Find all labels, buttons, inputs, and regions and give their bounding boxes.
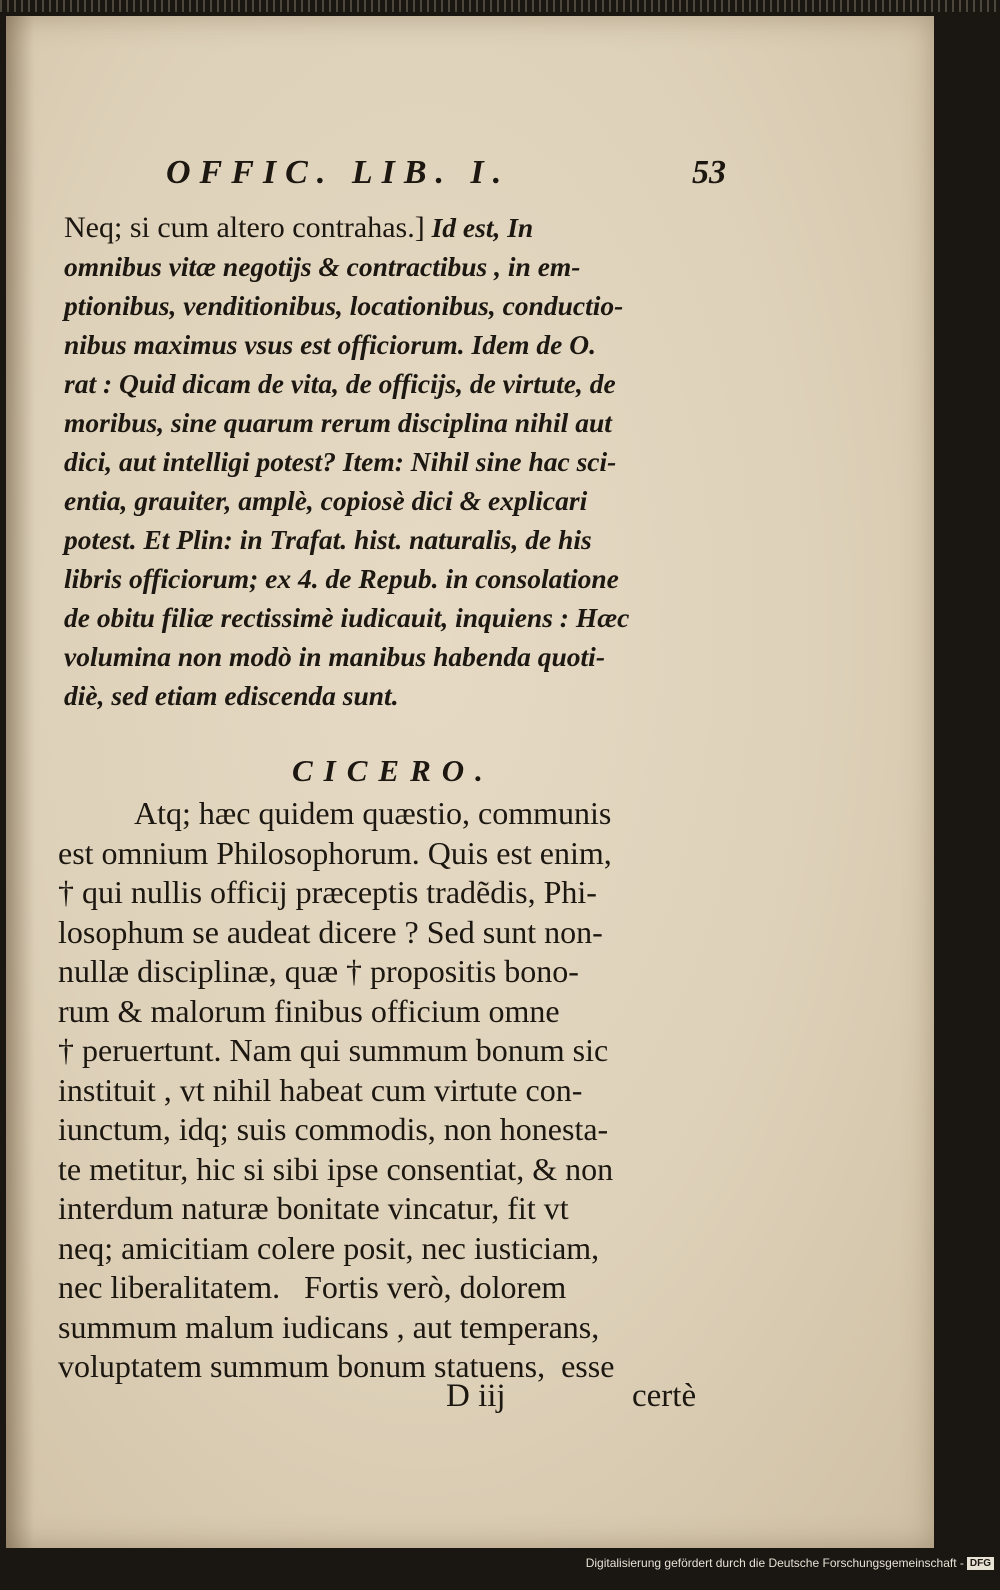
main-text-block bbox=[58, 794, 718, 1387]
commentary-line: entia, grauiter, amplè, copiosè dici & explicari bbox=[64, 485, 588, 516]
commentary-line: potest. Et Plin: in Trafat. hist. naturalis, de his bbox=[64, 524, 592, 555]
commentary-line-text: Id est, In bbox=[424, 212, 534, 243]
commentary-line: moribus, sine quarum rerum disciplina nihil aut bbox=[64, 407, 612, 438]
commentary-line: ptionibus, venditionibus, locationibus, conductio- bbox=[64, 290, 624, 321]
commentary-line: de obitu filiæ rectissimè iudicauit, inquiens : Hæc bbox=[64, 602, 630, 633]
text-line: losophum se audeat dicere ? Sed sunt non- bbox=[58, 913, 603, 950]
catchword: certè bbox=[632, 1378, 697, 1414]
text-line: te metitur, hic si sibi ipse consentiat, & non bbox=[58, 1150, 614, 1187]
text-line: voluptatem summum bonum statuens, esse bbox=[58, 1348, 615, 1384]
gutter-shadow bbox=[6, 16, 34, 1548]
catchline bbox=[6, 1378, 726, 1422]
commentary-line: rat : Quid dicam de vita, de officijs, de virtute, de bbox=[64, 368, 616, 399]
text-line: † qui nullis officij præceptis tradẽdis, Phi- bbox=[58, 874, 597, 910]
commentary-line: libris officiorum; ex 4. de Repub. in consolatione bbox=[64, 563, 619, 594]
text-line: rum & malorum finibus officium omne bbox=[58, 992, 560, 1029]
text-line: iunctum, idq; suis commodis, non honesta- bbox=[58, 1111, 609, 1147]
text-line: summum malum iudicans , aut temperans, bbox=[58, 1308, 600, 1345]
credit-text: Digitalisierung gefördert durch die Deutsche Forschungsgemeinschaft - bbox=[585, 1556, 964, 1570]
commentary-line: diè, sed etiam ediscenda sunt. bbox=[64, 680, 399, 711]
digitization-credit bbox=[586, 1556, 994, 1570]
signature-mark: D iij bbox=[446, 1378, 506, 1414]
section-heading: CICERO. bbox=[292, 753, 494, 788]
text-line: neq; amicitiam colere posit, nec iusticiam, bbox=[58, 1229, 600, 1266]
running-head-title: OFFIC. LIB. I. bbox=[166, 154, 511, 191]
text-line: † peruertunt. Nam qui summum bonum sic bbox=[58, 1032, 609, 1068]
text-line: Atq; hæc quidem quæstio, communis bbox=[134, 795, 612, 831]
commentary-line: nibus maximus vsus est officiorum. Idem de O. bbox=[64, 329, 596, 360]
dfg-logo: DFG bbox=[967, 1557, 994, 1570]
text-line: nec liberalitatem. Fortis verò, dolorem bbox=[58, 1269, 567, 1305]
commentary-block bbox=[64, 208, 724, 715]
book-page bbox=[6, 16, 934, 1548]
page-number: 53 bbox=[692, 154, 726, 191]
commentary-line: omnibus vitæ negotijs & contractibus , in em- bbox=[64, 251, 581, 282]
commentary-line: dici, aut intelligi potest? Item: Nihil sine hac sci- bbox=[64, 446, 617, 477]
commentary-line bbox=[64, 208, 724, 247]
commentary-line: volumina non modò in manibus habenda quoti- bbox=[64, 641, 605, 672]
text-line: est omnium Philosophorum. Quis est enim, bbox=[58, 834, 612, 871]
text-line: interdum naturæ bonitate vincatur, fit vt bbox=[58, 1190, 569, 1226]
text-line: nullæ disciplinæ, quæ † propositis bono- bbox=[58, 953, 579, 989]
commentary-lemma: Neq; si cum altero contrahas.] bbox=[64, 211, 425, 244]
text-line: instituit , vt nihil habeat cum virtute con- bbox=[58, 1071, 583, 1108]
running-head bbox=[166, 154, 726, 204]
scan-top-border bbox=[0, 0, 1000, 12]
